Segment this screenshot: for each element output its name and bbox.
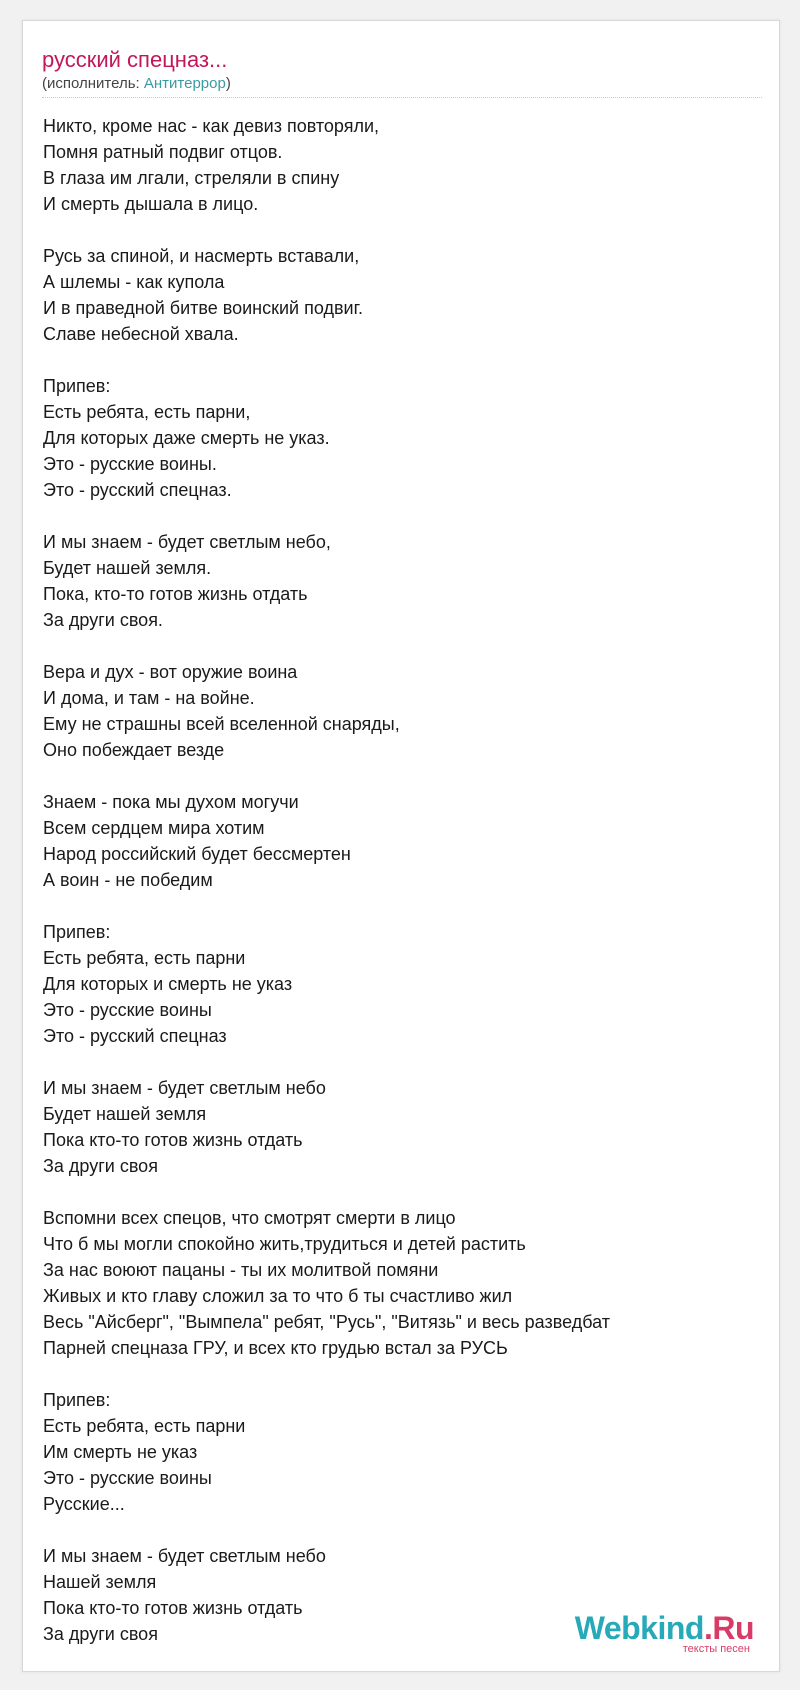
lyric-line: Есть ребята, есть парни	[43, 1416, 246, 1436]
stanza	[43, 789, 763, 893]
stanza	[43, 919, 763, 1049]
stanza	[43, 1075, 763, 1179]
lyric-line: Это - русский спецназ.	[43, 480, 232, 500]
lyric-line: В глаза им лгали, стреляли в спину	[43, 168, 340, 188]
lyric-line: Припев:	[43, 1390, 111, 1410]
lyric-line: Для которых даже смерть не указ.	[43, 428, 330, 448]
lyric-line: Пока кто-то готов жизнь отдать	[43, 1598, 303, 1618]
lyric-line: Весь "Айсберг", "Вымпела" ребят, "Русь", "Витязь" и весь разведбат	[43, 1312, 610, 1332]
lyric-line: Русские...	[43, 1494, 125, 1514]
stanza	[43, 659, 763, 763]
artist-prefix: (исполнитель:	[42, 75, 144, 92]
brand-name-text: Webkind	[574, 1610, 704, 1646]
lyric-line: И смерть дышала в лицо.	[43, 194, 259, 214]
lyric-line: Народ российский будет бессмертен	[43, 844, 351, 864]
stanza	[43, 529, 763, 633]
lyrics-card	[22, 20, 780, 1672]
stanza	[43, 243, 763, 347]
lyric-line: За нас воюют пацаны - ты их молитвой помяни	[43, 1260, 439, 1280]
song-title: русский спецназ...	[42, 47, 228, 72]
lyric-line: И мы знаем - будет светлым небо,	[43, 532, 331, 552]
title-divider	[42, 97, 762, 98]
lyric-line: Парней спецназа ГРУ, и всех кто грудью встал за РУСЬ	[43, 1338, 508, 1358]
lyric-line: Будет нашей земля.	[43, 558, 212, 578]
lyric-line: Для которых и смерть не указ	[43, 974, 293, 994]
lyric-line: Это - русские воины.	[43, 454, 217, 474]
stanza	[43, 1387, 763, 1517]
lyric-line: Пока кто-то готов жизнь отдать	[43, 1130, 303, 1150]
lyric-line: За други своя	[43, 1156, 158, 1176]
lyric-line: Припев:	[43, 922, 111, 942]
lyric-line: Есть ребята, есть парни,	[43, 402, 251, 422]
lyric-line: Припев:	[43, 376, 111, 396]
artist-link[interactable]: Антитеррор	[143, 75, 226, 92]
lyric-line: А шлемы - как купола	[43, 272, 225, 292]
lyric-line: Будет нашей земля	[43, 1104, 207, 1124]
lyric-line: За други своя	[43, 1624, 158, 1644]
lyric-line: Вспомни всех спецов, что смотрят смерти в лицо	[43, 1208, 456, 1228]
stanza	[43, 373, 763, 503]
stanza	[43, 113, 763, 217]
lyric-line: За други своя.	[43, 610, 163, 630]
lyric-line: Нашей земля	[43, 1572, 157, 1592]
lyric-line: Ему не страшны всей вселенной снаряды,	[43, 714, 400, 734]
lyric-line: И мы знаем - будет светлым небо	[43, 1546, 326, 1566]
lyric-line: Славе небесной хвала.	[43, 324, 239, 344]
lyric-line: И мы знаем - будет светлым небо	[43, 1078, 326, 1098]
lyric-line: Это - русские воины	[43, 1468, 212, 1488]
lyric-line: Всем сердцем мира хотим	[43, 818, 265, 838]
lyric-line: И в праведной битве воинский подвиг.	[43, 298, 363, 318]
lyric-line: Им смерть не указ	[43, 1442, 198, 1462]
lyric-line: Никто, кроме нас - как девиз повторяли,	[43, 116, 380, 136]
brand-name	[575, 1611, 754, 1645]
lyric-line: Русь за спиной, и насмерть вставали,	[43, 246, 360, 266]
lyric-line: Есть ребята, есть парни	[43, 948, 246, 968]
artist-line	[42, 75, 231, 93]
lyric-line: Что б мы могли спокойно жить,трудиться и детей растить	[43, 1234, 526, 1254]
lyric-line: Живых и кто главу сложил за то что б ты счастливо жил	[43, 1286, 513, 1306]
lyric-line: Оно побеждает везде	[43, 740, 225, 760]
stanza	[43, 1205, 763, 1361]
artist-suffix: )	[225, 75, 231, 92]
brand-tagline: тексты песен	[682, 1643, 750, 1655]
brand-tld: .Ru	[703, 1610, 754, 1646]
lyric-line: Это - русский спецназ	[43, 1026, 227, 1046]
lyric-line: Помня ратный подвиг отцов.	[43, 142, 283, 162]
lyric-line: Знаем - пока мы духом могучи	[43, 792, 299, 812]
lyric-line: И дома, и там - на войне.	[43, 688, 255, 708]
lyrics-body	[43, 113, 763, 1673]
lyric-line: А воин - не победим	[43, 870, 213, 890]
lyric-line: Пока, кто-то готов жизнь отдать	[43, 584, 308, 604]
webkind-logo[interactable]	[575, 1611, 754, 1655]
lyric-line: Вера и дух - вот оружие воина	[43, 662, 298, 682]
lyric-line: Это - русские воины	[43, 1000, 212, 1020]
